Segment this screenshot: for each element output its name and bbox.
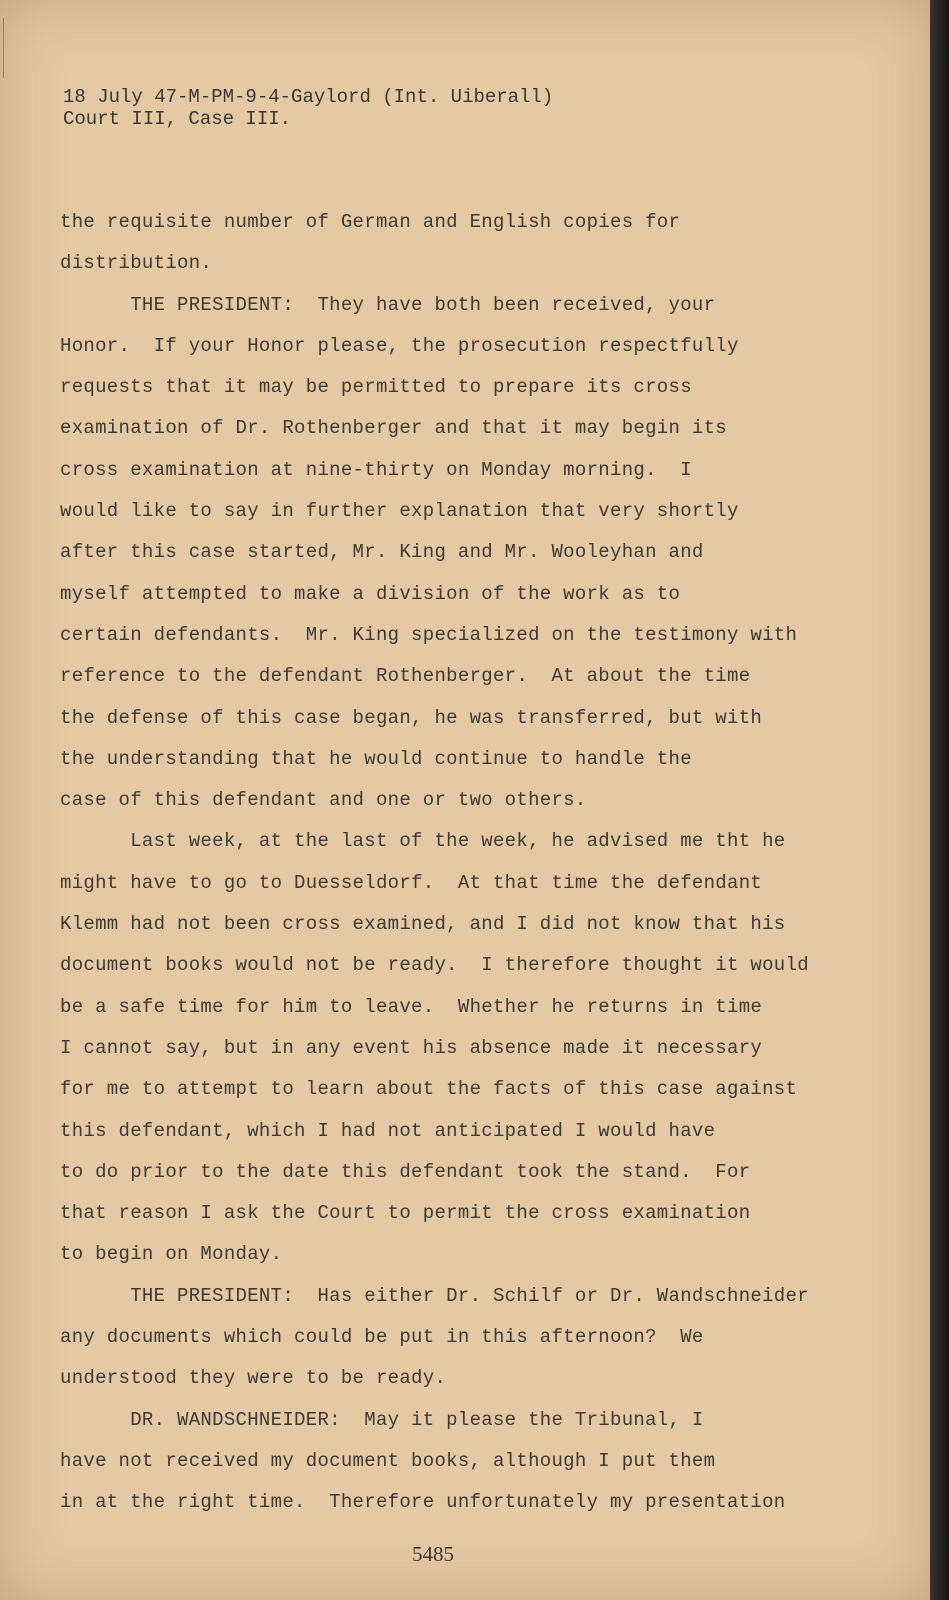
- transcript-line: I cannot say, but in any event his absence made it necessary: [60, 1036, 763, 1059]
- transcript-line: distribution.: [60, 252, 213, 275]
- transcript-line: for me to attempt to learn about the facts of this case against: [60, 1078, 798, 1101]
- transcript-line: understood they were to be ready.: [60, 1367, 447, 1390]
- transcript-line: in at the right time. Therefore unfortunately my presentation: [60, 1491, 786, 1514]
- transcript-line: case of this defendant and one or two others.: [60, 789, 587, 812]
- transcript-line: this defendant, which I had not anticipated I would have: [60, 1119, 716, 1142]
- transcript-body: [60, 202, 860, 1524]
- scan-edge: [930, 0, 949, 1600]
- transcript-line: be a safe time for him to leave. Whether he returns in time: [60, 995, 763, 1018]
- transcript-line: Last week, at the last of the week, he advised me tht he: [60, 830, 786, 853]
- transcript-line: the requisite number of German and English copies for: [60, 211, 681, 233]
- margin-mark: [3, 18, 14, 78]
- transcript-line: to do prior to the date this defendant took the stand. For: [60, 1160, 751, 1183]
- page-number: 5485: [412, 1542, 454, 1566]
- transcript-line: examination of Dr. Rothenberger and that it may begin its: [60, 417, 728, 440]
- header-line-1: 18 July 47-M-PM-9-4-Gaylord (Int. Uiberall): [63, 86, 554, 108]
- transcript-line: any documents which could be put in this afternoon? We: [60, 1326, 704, 1349]
- transcript-line: THE PRESIDENT: They have both been received, your: [60, 293, 716, 316]
- transcript-line: the defense of this case began, he was transferred, but with: [60, 706, 763, 729]
- transcript-line: myself attempted to make a division of the work as to: [60, 582, 681, 605]
- transcript-line: Honor. If your Honor please, the prosecution respectfully: [60, 334, 739, 357]
- transcript-line: that reason I ask the Court to permit the cross examination: [60, 1202, 751, 1225]
- header-line-2: Court III, Case III.: [63, 108, 292, 130]
- transcript-line: THE PRESIDENT: Has either Dr. Schilf or Dr. Wandschneider: [60, 1284, 809, 1307]
- document-header: [63, 86, 553, 130]
- transcript-line: the understanding that he would continue to handle the: [60, 747, 692, 770]
- transcript-line: might have to go to Duesseldorf. At that time the defendant: [60, 871, 763, 894]
- transcript-line: document books would not be ready. I therefore thought it would: [60, 954, 809, 977]
- transcript-line: have not received my document books, although I put them: [60, 1449, 716, 1472]
- transcript-line: Klemm had not been cross examined, and I did not know that his: [60, 913, 786, 936]
- transcript-line: to begin on Monday.: [60, 1243, 283, 1266]
- transcript-line: DR. WANDSCHNEIDER: May it please the Tribunal, I: [60, 1408, 704, 1431]
- transcript-line: reference to the defendant Rothenberger. At about the time: [60, 665, 751, 688]
- transcript-line: cross examination at nine-thirty on Monday morning. I: [60, 458, 692, 481]
- transcript-line: after this case started, Mr. King and Mr. Wooleyhan and: [60, 541, 704, 564]
- transcript-line: would like to say in further explanation that very shortly: [60, 500, 739, 523]
- transcript-line: requests that it may be permitted to prepare its cross: [60, 376, 692, 399]
- transcript-line: certain defendants. Mr. King specialized on the testimony with: [60, 623, 798, 646]
